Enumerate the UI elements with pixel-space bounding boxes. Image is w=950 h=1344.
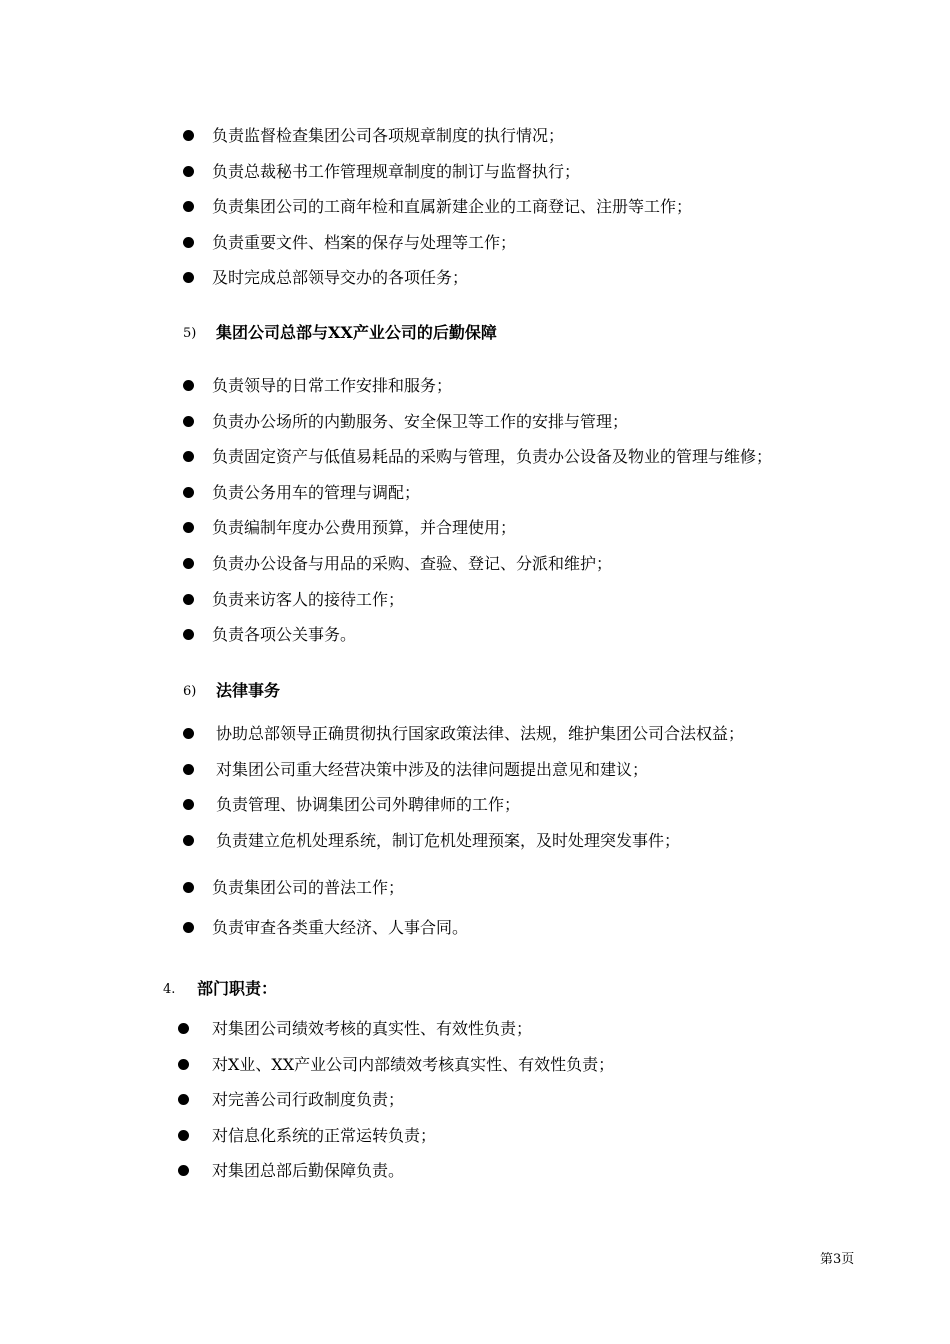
section-title: 法律事务	[216, 681, 281, 700]
bullet-icon	[183, 166, 194, 177]
section-title: 部门职责：	[197, 979, 278, 998]
bullet-icon	[183, 922, 194, 933]
section-number: 4.	[163, 982, 176, 997]
bullet-icon	[183, 835, 194, 846]
section-number: 6)	[183, 684, 197, 699]
bullet-icon	[183, 201, 194, 212]
section-title: 集团公司总部与XX产业公司的后勤保障	[216, 323, 497, 342]
bullet-icon	[178, 1130, 189, 1141]
bullet-icon	[183, 728, 194, 739]
bullet-icon	[183, 272, 194, 283]
bullet-icon	[183, 130, 194, 141]
bullet-icon	[183, 451, 194, 462]
bullet-icon	[183, 594, 194, 605]
bullet-icon	[183, 799, 194, 810]
bullet-icon	[178, 1023, 189, 1034]
bullet-icon	[178, 1165, 189, 1176]
bullet-icon	[183, 487, 194, 498]
document-page: 负责监督检查集团公司各项规章制度的执行情况； 负责总裁秘书工作管理规章制度的制订与监督执行； 负责集团公司的工商年检和直属新建企业的工商登记、注册等工作； 负责重要文件、档案的保存与处理等工作； 及时完成总部领导交办的各项任务； 5) 集团公司总部与XX产业公司的后勤保障 负责领导的日常工作安排和服务； 负责办公场所的内勤服务、安全保卫等工作的安排与管理； 负责固定资产与低值易耗品的采购与管理，负责办公设备及物业的管理与维修； 负责公务用车的管理与调配； 负责编制年度办公费用预算，并合理使用； 负责办公设备与用品的采购、查验、登记、分派和维护； 负责来访客人的接待工作； 负责各项公关事务。 6) 法律事务 协助总部领导正确贯彻执行国家政策法律、法规，维护集团公司合法权益； 对集团公司重大经营决策中涉及的法律问题提出意见和建议； 负责管理、协调集团公司外聘律师的工作； 负责建立危机处理系统，制订危机处理预案，及时处理突发事件； 负责集团公司的普法工作； 负责审查各类重大经济、人事合同。 4. 部门职责： 对集团公司绩效考核的真实性、有效性负责； 对X业、XX产业公司内部绩效考核真实性、有效性负责； 对完善公司行政制度负责； 对信息化系统的正常运转负责； 对集团总部后勤保障负责。 第3页	[163, 126, 855, 1267]
bullet-icon	[183, 237, 194, 248]
section-number: 5)	[183, 326, 197, 341]
bullet-icon	[183, 764, 194, 775]
bullet-icon	[178, 1059, 189, 1070]
bullet-icon	[183, 558, 194, 569]
page-number: 第3页	[820, 1252, 855, 1267]
bullet-icon	[183, 882, 194, 893]
bullet-icon	[183, 522, 194, 533]
bullet-icon	[183, 629, 194, 640]
bullet-icon	[183, 416, 194, 427]
bullet-icon	[183, 380, 194, 391]
bullet-icon	[178, 1094, 189, 1105]
